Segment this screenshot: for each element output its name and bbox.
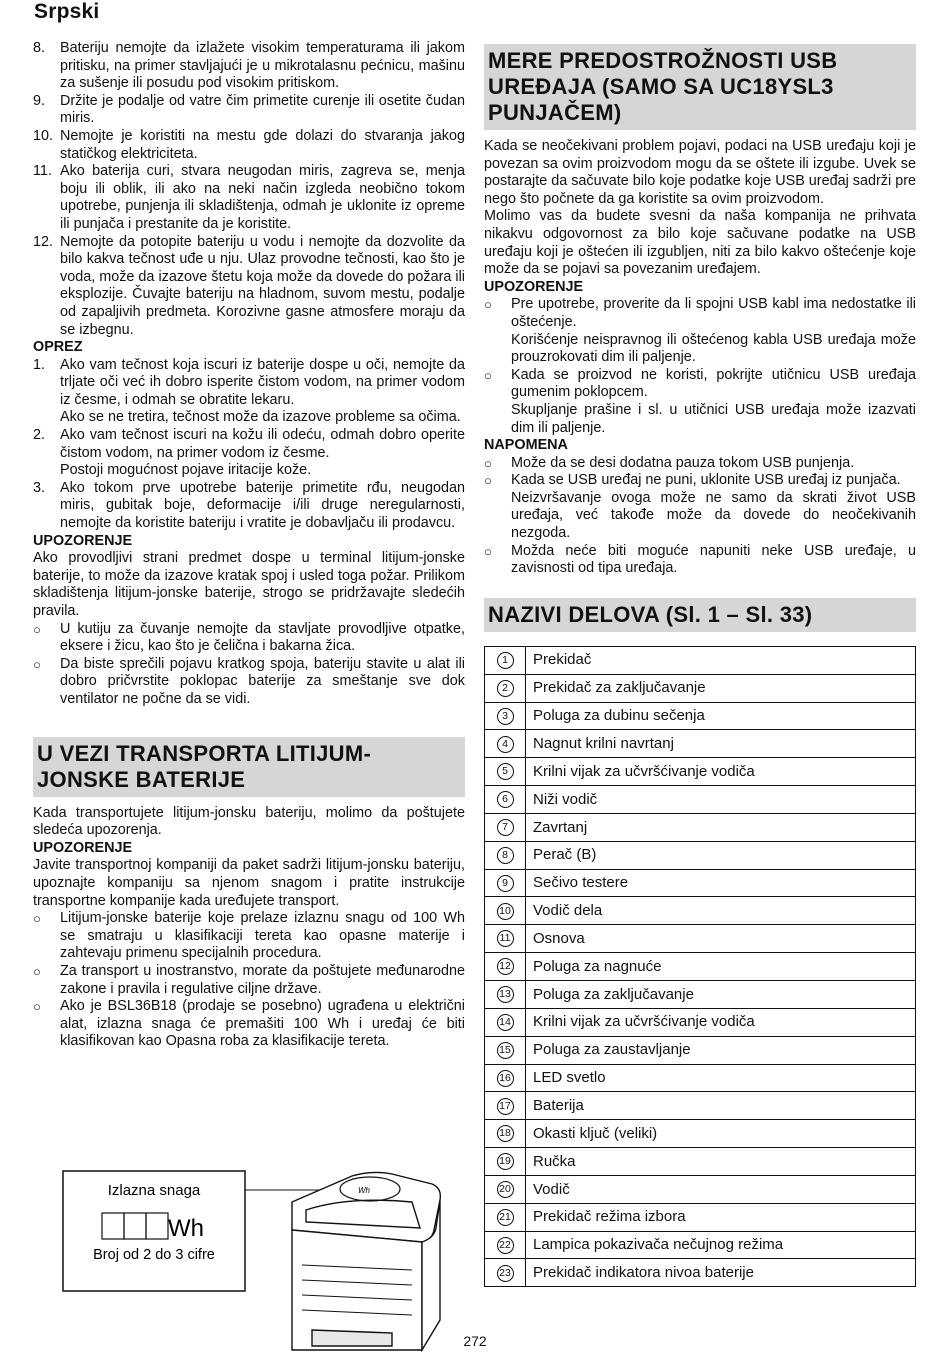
list-item-continuation: Korišćenje neispravnog ili oštećenog kabla USB uređaja može prouzrokovati dim ili paljenje. xyxy=(511,331,916,366)
part-name: Sečivo testere xyxy=(526,869,916,897)
part-number-cell xyxy=(485,813,526,841)
part-number-cell xyxy=(485,1259,526,1287)
table-row xyxy=(485,980,916,1008)
part-number: 5 xyxy=(497,763,514,780)
right-column xyxy=(484,40,916,1287)
part-number-cell xyxy=(485,702,526,730)
part-number-cell xyxy=(485,786,526,814)
part-number: 4 xyxy=(497,736,514,753)
battery-wh-label: Wh xyxy=(358,1186,370,1195)
table-row xyxy=(485,730,916,758)
table-row xyxy=(485,1231,916,1259)
usb-warning-label: UPOZORENJE xyxy=(484,278,584,295)
list-item: ○ Litijum-jonske baterije koje prelaze izlaznu snagu od 100 Wh se smatraju u klasifikaciji tereta kao opasne materije i zahtevaju primenu specijalnih procedura. xyxy=(33,910,465,962)
part-name: Krilni vijak za učvršćivanje vodiča xyxy=(526,758,916,786)
part-number-cell xyxy=(485,925,526,953)
list-item-continuation: Ako se ne tretira, tečnost može da izazove probleme sa očima. xyxy=(60,409,461,426)
left-column xyxy=(33,40,465,1051)
battery-output-figure xyxy=(62,1170,462,1355)
list-item: ○ U kutiju za čuvanje nemojte da stavljate provodljive otpatke, eksere i žicu, kao što je čelična i bakarna žica. xyxy=(33,620,465,655)
part-number-cell xyxy=(485,1064,526,1092)
transport-heading: U VEZI TRANSPORTA LITIJUM-JONSKE BATERIJE xyxy=(33,737,465,797)
part-name: Krilni vijak za učvršćivanje vodiča xyxy=(526,1008,916,1036)
bullet-circle-icon: ○ xyxy=(33,963,41,979)
table-row xyxy=(485,1175,916,1203)
part-number: 7 xyxy=(497,819,514,836)
part-number-cell xyxy=(485,1175,526,1203)
part-number: 9 xyxy=(497,875,514,892)
bullet-circle-icon: ○ xyxy=(33,621,41,637)
usb-heading: MERE PREDOSTROŽNOSTI USB UREĐAJA (SAMO SA UC18YSL3 PUNJAČEM) xyxy=(484,44,916,130)
part-name: Poluga za zaustavljanje xyxy=(526,1036,916,1064)
table-row xyxy=(485,1259,916,1287)
list-item: ○ Možda neće biti moguće napuniti neke USB uređaje, u zavisnosti od tipa uređaja. xyxy=(484,542,916,577)
bullet-circle-icon: ○ xyxy=(33,999,41,1015)
caution-list xyxy=(33,357,465,533)
list-item: 11. Ako baterija curi, stvara neugodan miris, zagreva se, menja boju ili oblik, ili ako na neki način izgleda neobično tokom upotrebe, punjenja ili skladištenja, odmah je uklonite iz opreme ili punjača i prestanite da je koristite. xyxy=(33,163,465,232)
battery-body xyxy=(292,1172,440,1350)
part-number-cell xyxy=(485,1231,526,1259)
part-number-cell xyxy=(485,1036,526,1064)
part-number: 23 xyxy=(497,1265,514,1282)
part-number: 20 xyxy=(497,1181,514,1198)
list-item: ○ Može da se desi dodatna pauza tokom USB punjenja. xyxy=(484,454,855,471)
table-row xyxy=(485,1036,916,1064)
part-number-cell xyxy=(485,674,526,702)
table-row xyxy=(485,1148,916,1176)
part-name: Poluga za dubinu sečenja xyxy=(526,702,916,730)
transport-intro: Kada transportujete litijum-jonsku bateriju, molimo da poštujete sledeća upozorenja. xyxy=(33,804,465,839)
part-number-cell xyxy=(485,730,526,758)
page-language-title: Srpski xyxy=(34,0,100,23)
part-number: 18 xyxy=(497,1125,514,1142)
table-row xyxy=(485,813,916,841)
part-name: Vodič dela xyxy=(526,897,916,925)
part-name: Niži vodič xyxy=(526,786,916,814)
part-number: 17 xyxy=(497,1098,514,1115)
table-row xyxy=(485,897,916,925)
part-name: LED svetlo xyxy=(526,1064,916,1092)
part-number-cell xyxy=(485,869,526,897)
part-number: 10 xyxy=(497,903,514,920)
table-row xyxy=(485,925,916,953)
bullet-circle-icon: ○ xyxy=(33,911,41,927)
part-number: 6 xyxy=(497,791,514,808)
part-number-cell xyxy=(485,980,526,1008)
table-row xyxy=(485,869,916,897)
list-item: 2. Ako vam tečnost iscuri na kožu ili odeću, odmah dobro operite čistom vodom, na primer vodom iz česme. xyxy=(33,427,465,461)
table-row xyxy=(485,1064,916,1092)
part-number-cell xyxy=(485,897,526,925)
table-row xyxy=(485,702,916,730)
part-name: Vodič xyxy=(526,1175,916,1203)
part-name: Prekidač za zaključavanje xyxy=(526,674,916,702)
part-number-cell xyxy=(485,953,526,981)
part-number-cell xyxy=(485,758,526,786)
list-item-continuation: Postoji mogućnost pojave iritacije kože. xyxy=(60,462,312,479)
table-row xyxy=(485,1203,916,1231)
parts-heading: NAZIVI DELOVA (Sl. 1 – Sl. 33) xyxy=(484,598,916,632)
output-label-top: Izlazna snaga xyxy=(107,1182,201,1199)
part-name: Prekidač režima izbora xyxy=(526,1203,916,1231)
list-item: 10. Nemojte je koristiti na mestu gde dolazi do stvaranja jakog statičkog elektriciteta. xyxy=(33,127,465,162)
usb-note-label: NAPOMENA xyxy=(484,437,568,454)
list-item: ○ Pre upotrebe, proverite da li spojni USB kabl ima nedostatke ili oštećenje. xyxy=(484,296,916,330)
part-name: Prekidač xyxy=(526,646,916,674)
part-name: Baterija xyxy=(526,1092,916,1120)
list-item: 12. Nemojte da potopite bateriju u vodu i nemojte da dozvolite da bilo kakva tečnost uđe u nju. Ulaz provodne tečnosti, kao što je voda, može da izazove štetu koja može da dovede do požara ili eksplozije. Čuvajte bateriju na hladnom, suvom mestu, podalje od zapaljivih predmeta. Korozivne gasne atmosfere moraju da se izbegnu. xyxy=(33,233,465,338)
part-name: Prekidač indikatora nivoa baterije xyxy=(526,1259,916,1287)
list-item-continuation: Neizvršavanje ovoga može ne samo da skrati život USB uređaja, već takođe može da dovede do neočekivanih nezgoda. xyxy=(511,489,916,542)
part-number: 22 xyxy=(497,1237,514,1254)
list-item: ○ Ako je BSL36B18 (prodaje se posebno) ugrađena u električni alat, izlazna snaga će premašiti 100 Wh i uređaj će biti klasifikovan kao Opasna roba za klasifikacije tereta. xyxy=(33,998,465,1050)
part-name: Zavrtanj xyxy=(526,813,916,841)
bullet-circle-icon: ○ xyxy=(484,543,492,559)
output-label-bottom: Broj od 2 do 3 cifre xyxy=(93,1247,215,1263)
battery-illustration xyxy=(62,1170,462,1355)
part-number-cell xyxy=(485,1120,526,1148)
table-row xyxy=(485,646,916,674)
list-item: 1. Ako vam tečnost koja iscuri iz baterije dospe u oči, nemojte da trljate oči već ih dobro isperite čistom vodom, na primer vodom iz česme, i odmah se obratite lekaru. xyxy=(33,356,465,408)
table-row xyxy=(485,786,916,814)
table-row xyxy=(485,674,916,702)
usb-paragraph-2: Molimo vas da budete svesni da naša kompanija ne prihvata nikakvu odgovornost za bilo koje sačuvane podatke na USB uređaju koji je oštećen ili izgubljen, niti za bilo kakvo oštećenje koje može da se pojavi sa povezanim uređajem. xyxy=(484,208,916,278)
part-name: Osnova xyxy=(526,925,916,953)
warning-label: UPOZORENJE xyxy=(33,532,133,549)
part-number-cell xyxy=(485,646,526,674)
list-item: ○ Kada se USB uređaj ne puni, uklonite USB uređaj iz punjača. xyxy=(484,472,901,489)
part-number: 19 xyxy=(497,1153,514,1170)
bullet-circle-icon: ○ xyxy=(484,455,492,471)
part-number: 8 xyxy=(497,847,514,864)
list-item: ○ Za transport u inostranstvo, morate da poštujete međunarodne zakone i pravila i regulative ciljne države. xyxy=(33,962,465,997)
part-number: 13 xyxy=(497,986,514,1003)
table-row xyxy=(485,1008,916,1036)
table-row xyxy=(485,953,916,981)
table-row xyxy=(485,1120,916,1148)
part-number: 15 xyxy=(497,1042,514,1059)
table-row xyxy=(485,1092,916,1120)
part-number: 14 xyxy=(497,1014,514,1031)
part-number-cell xyxy=(485,841,526,869)
bullet-circle-icon: ○ xyxy=(484,297,492,313)
part-number: 2 xyxy=(497,680,514,697)
part-name: Perač (B) xyxy=(526,841,916,869)
parts-table xyxy=(484,646,916,1287)
bullet-circle-icon: ○ xyxy=(484,473,492,489)
list-item: ○ Kada se proizvod ne koristi, pokrijte utičnicu USB uređaja gumenim poklopcem. xyxy=(484,366,916,401)
part-number: 12 xyxy=(497,958,514,975)
transport-warning-label: UPOZORENJE xyxy=(33,839,133,856)
transport-warning-paragraph: Javite transportnoj kompaniji da paket sadrži litijum-jonsku bateriju, upoznajte kompaniju sa njenom snagom i pratite instrukcije transportne kompanije kada uređujete transport. xyxy=(33,857,465,909)
table-row xyxy=(485,758,916,786)
part-number-cell xyxy=(485,1092,526,1120)
part-number: 11 xyxy=(497,930,514,947)
list-item: 3. Ako tokom prve upotrebe baterije primetite rđu, neugodan miris, gubitak boje, deformacije i/ili druge neregularnosti, nemojte da koristite bateriju i vratite je dobavljaču ili prodavcu. xyxy=(33,479,465,532)
bullet-circle-icon: ○ xyxy=(33,656,41,672)
part-name: Lampica pokazivača nečujnog režima xyxy=(526,1231,916,1259)
part-name: Poluga za zaključavanje xyxy=(526,980,916,1008)
warning-paragraph: Ako provodljivi strani predmet dospe u terminal litijum-jonske baterije, to može da izazove kratak spoj i usled toga požar. Prilikom skladištenja litijum-jonske baterije, strogo se pridržavajte sledećih pravila. xyxy=(33,550,465,619)
part-name: Ručka xyxy=(526,1148,916,1176)
list-item: 9. Držite je podalje od vatre čim primetite curenje ili osetite čudan miris. xyxy=(33,92,465,127)
part-number: 3 xyxy=(497,708,514,725)
part-number-cell xyxy=(485,1203,526,1231)
part-name: Poluga za nagnuće xyxy=(526,953,916,981)
caution-label: OPREZ xyxy=(33,339,83,356)
usb-paragraph-1: Kada se neočekivani problem pojavi, podaci na USB uređaju koji je povezan sa ovim proizvodom mogu da se oštete ili izgube. Uvek se postarajte da sačuvate bilo koje podatke koje USB uređaj sadrži pre nego što počnete da ga koristite sa ovim proizvodom. xyxy=(484,138,916,207)
page-number: 272 xyxy=(463,1333,487,1349)
part-number-cell xyxy=(485,1008,526,1036)
battery-safety-list xyxy=(33,40,465,339)
list-item: ○ Da biste sprečili pojavu kratkog spoja, bateriju stavite u alat ili dobro pričvrstite poklopac baterije za smeštanje sve dok ventilator ne počne da se vidi. xyxy=(33,655,465,707)
bullet-circle-icon: ○ xyxy=(484,367,492,383)
part-number: 1 xyxy=(497,652,514,669)
part-number: 16 xyxy=(497,1070,514,1087)
output-unit: Wh xyxy=(168,1215,204,1242)
part-number: 21 xyxy=(497,1209,514,1226)
part-name: Nagnut krilni navrtanj xyxy=(526,730,916,758)
part-number-cell xyxy=(485,1148,526,1176)
table-row xyxy=(485,841,916,869)
list-item-continuation: Skupljanje prašine i sl. u utičnici USB uređaja može izazvati dim ili paljenje. xyxy=(511,401,916,436)
part-name: Okasti ključ (veliki) xyxy=(526,1120,916,1148)
list-item: 8. Bateriju nemojte da izlažete visokim temperaturama ili jakom pritisku, na primer stavljajući je u mikrotalasnu pećnicu, mašinu za sušenje ili posudu pod visokim pritiskom. xyxy=(33,40,465,92)
